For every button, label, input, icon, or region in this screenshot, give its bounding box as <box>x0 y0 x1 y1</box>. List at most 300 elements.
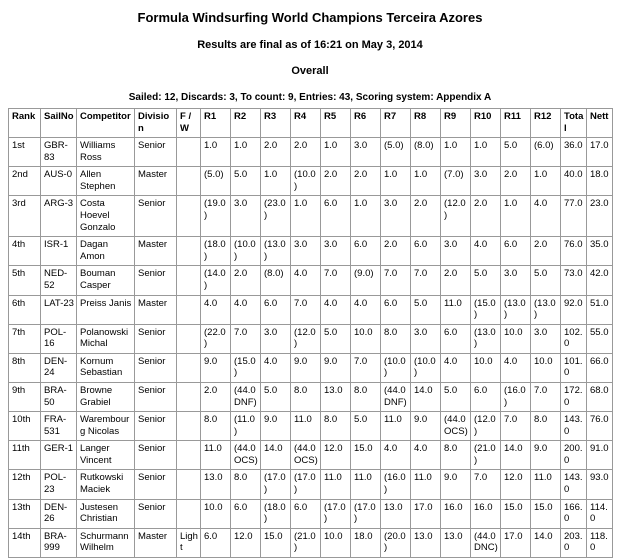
race-r10-score-cell: 1.0 <box>471 138 501 167</box>
race-r5-score-cell: 3.0 <box>321 237 351 266</box>
race-r5-score-cell: 2.0 <box>321 167 351 196</box>
results-table <box>8 108 613 558</box>
division-cell: Master <box>135 237 177 266</box>
race-r8-score-cell: 4.0 <box>411 441 441 470</box>
race-r7-score-cell: 4.0 <box>381 441 411 470</box>
race-r11-score-cell: 3.0 <box>501 266 531 295</box>
race-r10-score-cell: 4.0 <box>471 237 501 266</box>
total-points-cell: 101.0 <box>561 353 587 382</box>
race-r6-score-cell: 3.0 <box>351 138 381 167</box>
race-r7-score-cell: (20.0) <box>381 528 411 557</box>
column-header-r3: R3 <box>261 109 291 138</box>
race-r4-score-cell: (44.0 OCS) <box>291 441 321 470</box>
race-r9-score-cell: 9.0 <box>441 470 471 499</box>
division-cell: Senior <box>135 499 177 528</box>
nett-points-cell: 23.0 <box>587 196 613 237</box>
race-r10-score-cell: 3.0 <box>471 167 501 196</box>
section-heading-overall: Overall <box>291 65 329 77</box>
race-r12-score-cell: (13.0) <box>531 295 561 324</box>
race-r4-score-cell: 8.0 <box>291 382 321 411</box>
race-r6-score-cell: 15.0 <box>351 441 381 470</box>
nett-points-cell: 18.0 <box>587 167 613 196</box>
race-r10-score-cell: 16.0 <box>471 499 501 528</box>
race-r7-score-cell: 11.0 <box>381 412 411 441</box>
division-cell: Senior <box>135 266 177 295</box>
rank-cell: 6th <box>9 295 41 324</box>
race-r1-score-cell: (14.0) <box>201 266 231 295</box>
rank-cell: 3rd <box>9 196 41 237</box>
division-cell: Senior <box>135 138 177 167</box>
race-r11-score-cell: 2.0 <box>501 167 531 196</box>
rank-cell: 13th <box>9 499 41 528</box>
race-r8-score-cell: 14.0 <box>411 382 441 411</box>
total-points-cell: 172.0 <box>561 382 587 411</box>
race-r2-score-cell: 4.0 <box>231 295 261 324</box>
race-r9-score-cell: 6.0 <box>441 324 471 353</box>
race-r6-score-cell: 5.0 <box>351 412 381 441</box>
race-r1-score-cell: (22.0) <box>201 324 231 353</box>
race-r8-score-cell: 11.0 <box>411 470 441 499</box>
race-r6-score-cell: (9.0) <box>351 266 381 295</box>
race-r3-score-cell: 6.0 <box>261 295 291 324</box>
competitor-cell: Polanowski Michal <box>77 324 135 353</box>
table-body <box>9 138 613 558</box>
nett-points-cell: 55.0 <box>587 324 613 353</box>
race-r7-score-cell: 6.0 <box>381 295 411 324</box>
competitor-cell: Schurmann Wilhelm <box>77 528 135 557</box>
race-r9-score-cell: 13.0 <box>441 528 471 557</box>
race-r11-score-cell: 10.0 <box>501 324 531 353</box>
race-r1-score-cell: (18.0) <box>201 237 231 266</box>
race-r7-score-cell: 3.0 <box>381 196 411 237</box>
race-r9-score-cell: (7.0) <box>441 167 471 196</box>
race-r8-score-cell: 7.0 <box>411 266 441 295</box>
race-r12-score-cell: 9.0 <box>531 441 561 470</box>
race-r5-score-cell: 10.0 <box>321 528 351 557</box>
table-header-row <box>9 109 613 138</box>
total-points-cell: 76.0 <box>561 237 587 266</box>
column-header-r11: R11 <box>501 109 531 138</box>
race-r5-score-cell: (17.0) <box>321 499 351 528</box>
fleet-weight-cell <box>177 266 201 295</box>
race-r3-score-cell: 5.0 <box>261 382 291 411</box>
division-cell: Master <box>135 167 177 196</box>
race-r3-score-cell: 4.0 <box>261 353 291 382</box>
race-r7-score-cell: (16.0) <box>381 470 411 499</box>
race-r5-score-cell: 7.0 <box>321 266 351 295</box>
race-r9-score-cell: 16.0 <box>441 499 471 528</box>
rank-cell: 11th <box>9 441 41 470</box>
race-r5-score-cell: 12.0 <box>321 441 351 470</box>
sailno-cell: GER-1 <box>41 441 77 470</box>
race-r3-score-cell: 9.0 <box>261 412 291 441</box>
fleet-weight-cell <box>177 237 201 266</box>
competitor-cell: Browne Grabiel <box>77 382 135 411</box>
table-row <box>9 412 613 441</box>
race-r3-score-cell: 15.0 <box>261 528 291 557</box>
race-r11-score-cell: 1.0 <box>501 196 531 237</box>
race-r4-score-cell: 11.0 <box>291 412 321 441</box>
race-r1-score-cell: 1.0 <box>201 138 231 167</box>
race-r12-score-cell: 2.0 <box>531 237 561 266</box>
race-r6-score-cell: 10.0 <box>351 324 381 353</box>
division-cell: Master <box>135 528 177 557</box>
race-r1-score-cell: 6.0 <box>201 528 231 557</box>
race-r11-score-cell: (16.0) <box>501 382 531 411</box>
race-r6-score-cell: (17.0) <box>351 499 381 528</box>
race-r7-score-cell: (44.0 DNF) <box>381 382 411 411</box>
race-r12-score-cell: 15.0 <box>531 499 561 528</box>
race-r3-score-cell: (8.0) <box>261 266 291 295</box>
competitor-cell: Dagan Amon <box>77 237 135 266</box>
race-r8-score-cell: 1.0 <box>411 167 441 196</box>
fleet-weight-cell <box>177 353 201 382</box>
race-r2-score-cell: (15.0) <box>231 353 261 382</box>
division-cell: Senior <box>135 470 177 499</box>
table-row <box>9 266 613 295</box>
race-r1-score-cell: 8.0 <box>201 412 231 441</box>
race-r2-score-cell: (44.0 DNF) <box>231 382 261 411</box>
race-r4-score-cell: 6.0 <box>291 499 321 528</box>
race-r7-score-cell: (10.0) <box>381 353 411 382</box>
total-points-cell: 200.0 <box>561 441 587 470</box>
total-points-cell: 73.0 <box>561 266 587 295</box>
sailno-cell: POL-16 <box>41 324 77 353</box>
column-header-r9: R9 <box>441 109 471 138</box>
column-header-r7: R7 <box>381 109 411 138</box>
race-r11-score-cell: 4.0 <box>501 353 531 382</box>
race-r5-score-cell: 6.0 <box>321 196 351 237</box>
column-header-f-w: F / W <box>177 109 201 138</box>
race-r5-score-cell: 4.0 <box>321 295 351 324</box>
race-r10-score-cell: 5.0 <box>471 266 501 295</box>
total-points-cell: 77.0 <box>561 196 587 237</box>
race-r12-score-cell: 4.0 <box>531 196 561 237</box>
race-r12-score-cell: 7.0 <box>531 382 561 411</box>
total-points-cell: 40.0 <box>561 167 587 196</box>
race-r10-score-cell: (13.0) <box>471 324 501 353</box>
nett-points-cell: 42.0 <box>587 266 613 295</box>
race-r8-score-cell: 9.0 <box>411 412 441 441</box>
race-r1-score-cell: 9.0 <box>201 353 231 382</box>
race-r2-score-cell: 6.0 <box>231 499 261 528</box>
sailno-cell: NED-52 <box>41 266 77 295</box>
column-header-division: Division <box>135 109 177 138</box>
rank-cell: 7th <box>9 324 41 353</box>
table-row <box>9 196 613 237</box>
race-r4-score-cell: (21.0) <box>291 528 321 557</box>
table-row <box>9 295 613 324</box>
division-cell: Senior <box>135 196 177 237</box>
race-r4-score-cell: 3.0 <box>291 237 321 266</box>
race-r3-score-cell: (18.0) <box>261 499 291 528</box>
sailno-cell: LAT-23 <box>41 295 77 324</box>
race-r4-score-cell: 1.0 <box>291 196 321 237</box>
race-r12-score-cell: 3.0 <box>531 324 561 353</box>
race-r9-score-cell: 3.0 <box>441 237 471 266</box>
race-r9-score-cell: (44.0 OCS) <box>441 412 471 441</box>
race-r1-score-cell: 11.0 <box>201 441 231 470</box>
race-r7-score-cell: 1.0 <box>381 167 411 196</box>
nett-points-cell: 76.0 <box>587 412 613 441</box>
page-title: Formula Windsurfing World Champions Terceira Azores <box>137 10 483 25</box>
race-r9-score-cell: 8.0 <box>441 441 471 470</box>
column-header-rank: Rank <box>9 109 41 138</box>
race-r3-score-cell: (17.0) <box>261 470 291 499</box>
race-r7-score-cell: 7.0 <box>381 266 411 295</box>
race-r4-score-cell: 9.0 <box>291 353 321 382</box>
race-r3-score-cell: (13.0) <box>261 237 291 266</box>
series-summary: Sailed: 12, Discards: 3, To count: 9, Entries: 43, Scoring system: Appendix A <box>128 92 492 103</box>
race-r1-score-cell: 10.0 <box>201 499 231 528</box>
race-r10-score-cell: 7.0 <box>471 470 501 499</box>
competitor-cell: Justesen Christian <box>77 499 135 528</box>
rank-cell: 8th <box>9 353 41 382</box>
race-r12-score-cell: 14.0 <box>531 528 561 557</box>
fleet-weight-cell <box>177 441 201 470</box>
race-r3-score-cell: (23.0) <box>261 196 291 237</box>
competitor-cell: Kornum Sebastian <box>77 353 135 382</box>
race-r7-score-cell: 8.0 <box>381 324 411 353</box>
race-r8-score-cell: (10.0) <box>411 353 441 382</box>
sailno-cell: BRA-50 <box>41 382 77 411</box>
rank-cell: 1st <box>9 138 41 167</box>
table-row <box>9 138 613 167</box>
race-r11-score-cell: 6.0 <box>501 237 531 266</box>
race-r12-score-cell: 10.0 <box>531 353 561 382</box>
division-cell: Senior <box>135 441 177 470</box>
race-r9-score-cell: 4.0 <box>441 353 471 382</box>
race-r8-score-cell: 2.0 <box>411 196 441 237</box>
total-points-cell: 143.0 <box>561 412 587 441</box>
sailno-cell: ISR-1 <box>41 237 77 266</box>
division-cell: Senior <box>135 324 177 353</box>
fleet-weight-cell <box>177 167 201 196</box>
race-r6-score-cell: 18.0 <box>351 528 381 557</box>
race-r3-score-cell: 1.0 <box>261 167 291 196</box>
race-r11-score-cell: 14.0 <box>501 441 531 470</box>
rank-cell: 2nd <box>9 167 41 196</box>
race-r3-score-cell: 3.0 <box>261 324 291 353</box>
nett-points-cell: 93.0 <box>587 470 613 499</box>
race-r11-score-cell: 17.0 <box>501 528 531 557</box>
race-r8-score-cell: 17.0 <box>411 499 441 528</box>
race-r1-score-cell: 13.0 <box>201 470 231 499</box>
table-row <box>9 324 613 353</box>
column-header-total: Total <box>561 109 587 138</box>
fleet-weight-cell <box>177 295 201 324</box>
rank-cell: 5th <box>9 266 41 295</box>
competitor-cell: Allen Stephen <box>77 167 135 196</box>
competitor-cell: Costa Hoevel Gonzalo <box>77 196 135 237</box>
race-r2-score-cell: 8.0 <box>231 470 261 499</box>
race-r8-score-cell: (8.0) <box>411 138 441 167</box>
race-r6-score-cell: 2.0 <box>351 167 381 196</box>
race-r8-score-cell: 3.0 <box>411 324 441 353</box>
race-r8-score-cell: 13.0 <box>411 528 441 557</box>
race-r12-score-cell: (6.0) <box>531 138 561 167</box>
race-r1-score-cell: (19.0) <box>201 196 231 237</box>
fleet-weight-cell <box>177 499 201 528</box>
sailno-cell: DEN-26 <box>41 499 77 528</box>
race-r4-score-cell: 4.0 <box>291 266 321 295</box>
fleet-weight-cell: Light <box>177 528 201 557</box>
race-r2-score-cell: 2.0 <box>231 266 261 295</box>
fleet-weight-cell <box>177 382 201 411</box>
race-r2-score-cell: 1.0 <box>231 138 261 167</box>
fleet-weight-cell <box>177 138 201 167</box>
race-r12-score-cell: 11.0 <box>531 470 561 499</box>
nett-points-cell: 68.0 <box>587 382 613 411</box>
total-points-cell: 143.0 <box>561 470 587 499</box>
race-r4-score-cell: (12.0) <box>291 324 321 353</box>
nett-points-cell: 114.0 <box>587 499 613 528</box>
table-row <box>9 441 613 470</box>
division-cell: Senior <box>135 412 177 441</box>
race-r4-score-cell: (17.0) <box>291 470 321 499</box>
race-r2-score-cell: 5.0 <box>231 167 261 196</box>
race-r7-score-cell: (5.0) <box>381 138 411 167</box>
table-row <box>9 470 613 499</box>
race-r6-score-cell: 11.0 <box>351 470 381 499</box>
fleet-weight-cell <box>177 470 201 499</box>
nett-points-cell: 66.0 <box>587 353 613 382</box>
nett-points-cell: 118.0 <box>587 528 613 557</box>
race-r12-score-cell: 5.0 <box>531 266 561 295</box>
sailno-cell: AUS-0 <box>41 167 77 196</box>
column-header-r10: R10 <box>471 109 501 138</box>
rank-cell: 4th <box>9 237 41 266</box>
race-r2-score-cell: (44.0 OCS) <box>231 441 261 470</box>
division-cell: Senior <box>135 382 177 411</box>
total-points-cell: 203.0 <box>561 528 587 557</box>
table-row <box>9 167 613 196</box>
fleet-weight-cell <box>177 196 201 237</box>
sailno-cell: BRA-999 <box>41 528 77 557</box>
race-r11-score-cell: 7.0 <box>501 412 531 441</box>
column-header-nett: Nett <box>587 109 613 138</box>
fleet-weight-cell <box>177 324 201 353</box>
race-r4-score-cell: (10.0) <box>291 167 321 196</box>
race-r11-score-cell: 12.0 <box>501 470 531 499</box>
race-r5-score-cell: 11.0 <box>321 470 351 499</box>
race-r10-score-cell: (21.0) <box>471 441 501 470</box>
race-r10-score-cell: 2.0 <box>471 196 501 237</box>
rank-cell: 14th <box>9 528 41 557</box>
race-r2-score-cell: (11.0) <box>231 412 261 441</box>
race-r1-score-cell: 2.0 <box>201 382 231 411</box>
column-header-r12: R12 <box>531 109 561 138</box>
column-header-r2: R2 <box>231 109 261 138</box>
race-r12-score-cell: 1.0 <box>531 167 561 196</box>
division-cell: Senior <box>135 353 177 382</box>
race-r8-score-cell: 6.0 <box>411 237 441 266</box>
race-r11-score-cell: (13.0) <box>501 295 531 324</box>
column-header-r4: R4 <box>291 109 321 138</box>
race-r9-score-cell: (12.0) <box>441 196 471 237</box>
competitor-cell: Williams Ross <box>77 138 135 167</box>
table-row <box>9 499 613 528</box>
race-r10-score-cell: (12.0) <box>471 412 501 441</box>
nett-points-cell: 51.0 <box>587 295 613 324</box>
race-r10-score-cell: (44.0 DNC) <box>471 528 501 557</box>
competitor-cell: Warembourg Nicolas <box>77 412 135 441</box>
race-r3-score-cell: 2.0 <box>261 138 291 167</box>
total-points-cell: 92.0 <box>561 295 587 324</box>
table-row <box>9 237 613 266</box>
race-r10-score-cell: 10.0 <box>471 353 501 382</box>
race-r1-score-cell: 4.0 <box>201 295 231 324</box>
table-row <box>9 353 613 382</box>
rank-cell: 12th <box>9 470 41 499</box>
column-header-r1: R1 <box>201 109 231 138</box>
nett-points-cell: 91.0 <box>587 441 613 470</box>
race-r11-score-cell: 5.0 <box>501 138 531 167</box>
race-r8-score-cell: 5.0 <box>411 295 441 324</box>
race-r9-score-cell: 1.0 <box>441 138 471 167</box>
race-r11-score-cell: 15.0 <box>501 499 531 528</box>
race-r4-score-cell: 2.0 <box>291 138 321 167</box>
race-r6-score-cell: 4.0 <box>351 295 381 324</box>
column-header-competitor: Competitor <box>77 109 135 138</box>
race-r6-score-cell: 7.0 <box>351 353 381 382</box>
table-row <box>9 528 613 557</box>
race-r10-score-cell: 6.0 <box>471 382 501 411</box>
total-points-cell: 102.0 <box>561 324 587 353</box>
race-r6-score-cell: 8.0 <box>351 382 381 411</box>
sailno-cell: DEN-24 <box>41 353 77 382</box>
rank-cell: 10th <box>9 412 41 441</box>
race-r2-score-cell: 12.0 <box>231 528 261 557</box>
column-header-r8: R8 <box>411 109 441 138</box>
race-r6-score-cell: 1.0 <box>351 196 381 237</box>
race-r1-score-cell: (5.0) <box>201 167 231 196</box>
column-header-r5: R5 <box>321 109 351 138</box>
race-r5-score-cell: 13.0 <box>321 382 351 411</box>
sailno-cell: ARG-3 <box>41 196 77 237</box>
total-points-cell: 36.0 <box>561 138 587 167</box>
nett-points-cell: 35.0 <box>587 237 613 266</box>
race-r4-score-cell: 7.0 <box>291 295 321 324</box>
race-r9-score-cell: 2.0 <box>441 266 471 295</box>
race-r5-score-cell: 5.0 <box>321 324 351 353</box>
nett-points-cell: 17.0 <box>587 138 613 167</box>
race-r3-score-cell: 14.0 <box>261 441 291 470</box>
race-r2-score-cell: 7.0 <box>231 324 261 353</box>
race-r5-score-cell: 8.0 <box>321 412 351 441</box>
sailno-cell: GBR-83 <box>41 138 77 167</box>
total-points-cell: 166.0 <box>561 499 587 528</box>
rank-cell: 9th <box>9 382 41 411</box>
table-row <box>9 382 613 411</box>
race-r9-score-cell: 11.0 <box>441 295 471 324</box>
competitor-cell: Bouman Casper <box>77 266 135 295</box>
sailno-cell: FRA-531 <box>41 412 77 441</box>
race-r7-score-cell: 13.0 <box>381 499 411 528</box>
fleet-weight-cell <box>177 412 201 441</box>
competitor-cell: Langer Vincent <box>77 441 135 470</box>
race-r5-score-cell: 9.0 <box>321 353 351 382</box>
race-r9-score-cell: 5.0 <box>441 382 471 411</box>
division-cell: Master <box>135 295 177 324</box>
race-r10-score-cell: (15.0) <box>471 295 501 324</box>
column-header-r6: R6 <box>351 109 381 138</box>
competitor-cell: Rutkowski Maciek <box>77 470 135 499</box>
race-r7-score-cell: 2.0 <box>381 237 411 266</box>
race-r2-score-cell: 3.0 <box>231 196 261 237</box>
competitor-cell: Preiss Janis <box>77 295 135 324</box>
race-r12-score-cell: 8.0 <box>531 412 561 441</box>
